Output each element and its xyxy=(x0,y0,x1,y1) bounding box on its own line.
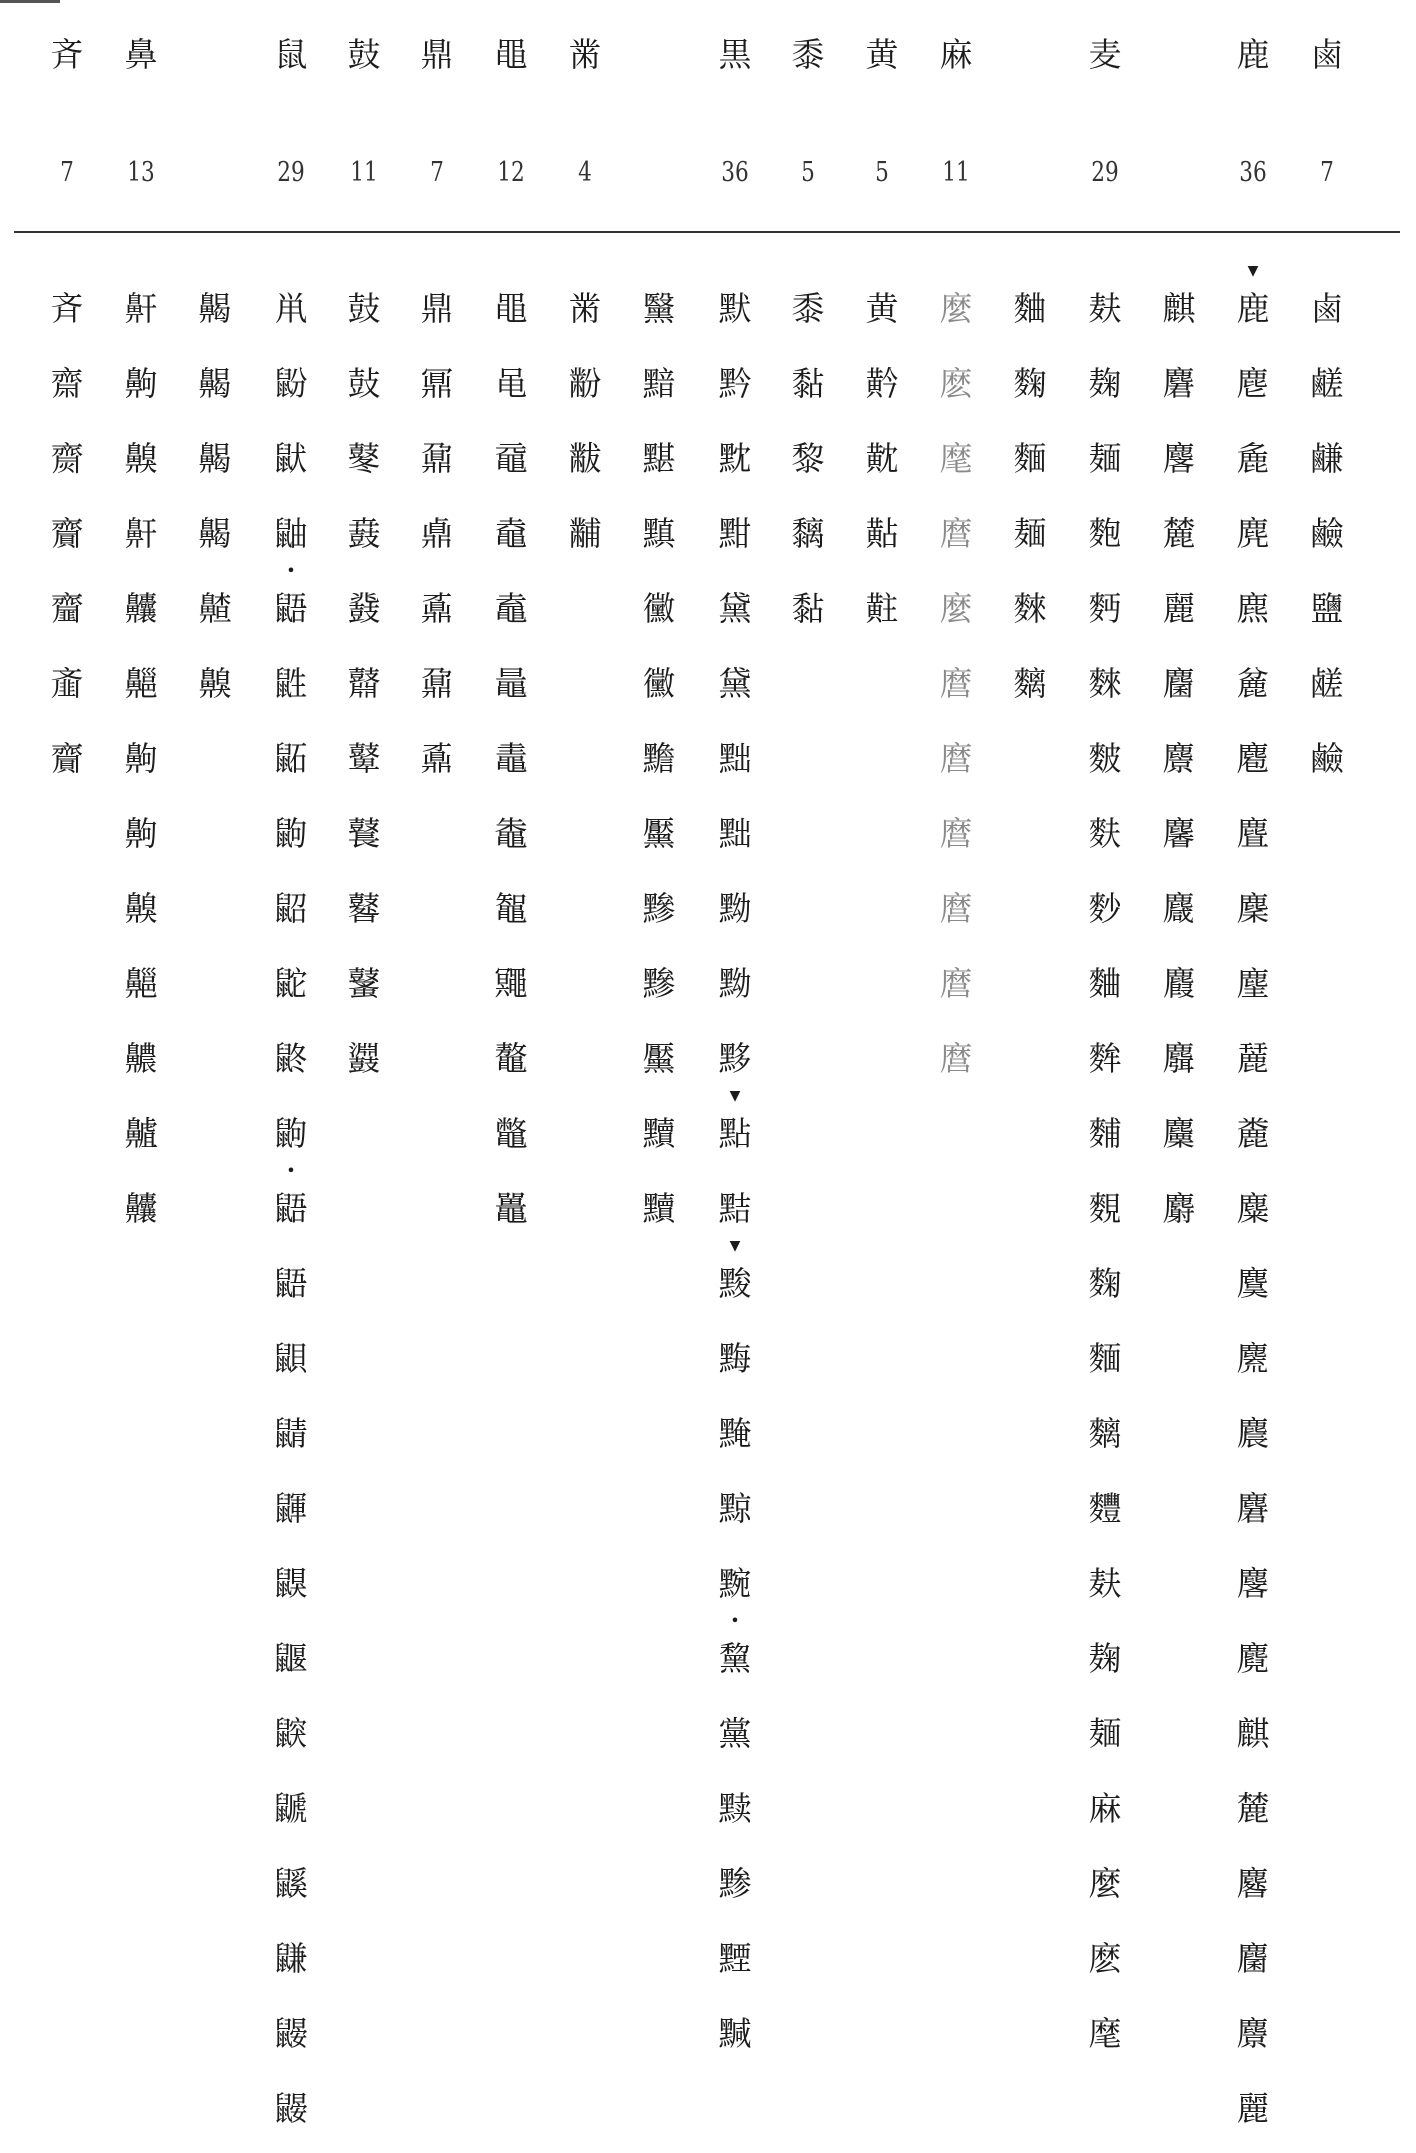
character-column xyxy=(1144,278,1214,1253)
character-entry: 麐 xyxy=(1236,1564,1270,1603)
character-column xyxy=(773,278,843,653)
character-entry: 黷 xyxy=(642,1189,676,1228)
character-entry: 黄 xyxy=(865,289,899,328)
character-entry: 麅 xyxy=(1236,739,1270,778)
character-entry: 鹵 xyxy=(1310,289,1344,328)
character-entry: 鼖 xyxy=(347,514,381,553)
character-entry: 鼙 xyxy=(347,739,381,778)
character-entry: 麄 xyxy=(1236,664,1270,703)
character-entry: 麒 xyxy=(1236,1714,1270,1753)
character-entry: 麭 xyxy=(1088,514,1122,553)
character-entry: 麂 xyxy=(1236,514,1270,553)
character-entry: 麈 xyxy=(1236,964,1270,1003)
stroke-count: 12 xyxy=(497,157,525,188)
character-entry: 鼧 xyxy=(274,964,308,1003)
character-entry: 麗 xyxy=(1162,589,1196,628)
stroke-count: 7 xyxy=(1320,157,1334,188)
character-entry: • 鼯 xyxy=(256,1178,326,1253)
character-entry: 麇 xyxy=(1236,889,1270,928)
character-entry: 黴 xyxy=(642,589,676,628)
character-entry: 齉 xyxy=(124,1189,158,1228)
character-column xyxy=(32,278,102,803)
character-entry: 黛 xyxy=(718,664,752,703)
character-entry: 麳 xyxy=(1013,589,1047,628)
character-entry: 鼾 xyxy=(124,514,158,553)
character-column xyxy=(256,278,326,2153)
radical-header: 鹵 xyxy=(1310,35,1344,74)
character-entry: ▼ 黢 xyxy=(700,1253,770,1328)
character-entry: 麑 xyxy=(1236,1639,1270,1678)
character-entry: 麹 xyxy=(1088,1639,1122,1678)
character-column xyxy=(1218,278,1288,2153)
character-entry: 黜 xyxy=(718,814,752,853)
character-entry: 黴 xyxy=(642,664,676,703)
character-entry: 黇 xyxy=(865,514,899,553)
character-entry: 麽 xyxy=(1088,1939,1122,1978)
stroke-count: 7 xyxy=(430,157,444,188)
character-entry: 麸 xyxy=(1088,1564,1122,1603)
character-entry: 齁 xyxy=(124,814,158,853)
character-entry: 麏 xyxy=(1236,1489,1270,1528)
character-entry: 齉 xyxy=(124,589,158,628)
character-entry: 鼝 xyxy=(347,1039,381,1078)
character-entry: 鼴 xyxy=(274,1639,308,1678)
character-entry: 鹺 xyxy=(1310,364,1344,403)
character-column xyxy=(921,278,991,1103)
character-entry: 鼆 xyxy=(494,964,528,1003)
character-entry: 齎 xyxy=(50,514,84,553)
stroke-count: 4 xyxy=(578,157,592,188)
character-entry: 鼂 xyxy=(494,664,528,703)
character-entry: 齅 xyxy=(124,439,158,478)
character-entry: 麶 xyxy=(1013,664,1047,703)
character-entry: 鼯 xyxy=(274,1264,308,1303)
character-entry: 麿 xyxy=(939,514,973,553)
character-entry: 黬 xyxy=(718,2014,752,2053)
character-entry: 黕 xyxy=(718,439,752,478)
character-entry: 麀 xyxy=(1236,364,1270,403)
character-entry: 鼰 xyxy=(274,1339,308,1378)
character-entry: 麍 xyxy=(1236,1339,1270,1378)
character-entry: 麴 xyxy=(1088,1264,1122,1303)
character-column xyxy=(995,278,1065,728)
character-column xyxy=(476,278,546,1253)
character-entry: 鼳 xyxy=(274,1564,308,1603)
character-entry: 鼷 xyxy=(274,1864,308,1903)
character-entry: 黔 xyxy=(718,364,752,403)
character-entry: 鼈 xyxy=(494,1114,528,1153)
stroke-count: 29 xyxy=(1091,157,1119,188)
character-entry: 鹼 xyxy=(1310,514,1344,553)
character-entry: ▼ 鹿 xyxy=(1218,278,1288,353)
character-entry: 麏 xyxy=(1162,364,1196,403)
character-entry: 黠 xyxy=(718,1189,752,1228)
character-entry: 鼦 xyxy=(274,889,308,928)
character-entry: 黦 xyxy=(718,1564,752,1603)
character-entry: 齋 xyxy=(50,364,84,403)
character-entry: 齏 xyxy=(50,589,84,628)
character-entry: 齈 xyxy=(124,1039,158,1078)
radical-header: 麻 xyxy=(939,35,973,74)
character-column xyxy=(700,278,770,2078)
character-entry: 麃 xyxy=(1236,589,1270,628)
character-entry: 麜 xyxy=(1162,1114,1196,1153)
character-entry: 麾 xyxy=(939,439,973,478)
character-entry: 麽 xyxy=(939,364,973,403)
character-entry: 鼘 xyxy=(347,664,381,703)
character-entry: 麁 xyxy=(1236,439,1270,478)
character-column xyxy=(180,278,250,728)
character-entry: 黶 xyxy=(642,814,676,853)
radical-header-row xyxy=(0,30,1416,80)
character-entry: 黷 xyxy=(642,1114,676,1153)
character-entry: 鼑 xyxy=(420,514,454,553)
character-entry: 鼒 xyxy=(420,739,454,778)
character-entry: 麪 xyxy=(1088,589,1122,628)
character-entry: 鼃 xyxy=(494,739,528,778)
character-entry: 齁 xyxy=(124,364,158,403)
character-entry: 鼄 xyxy=(494,814,528,853)
radical-header: 黽 xyxy=(494,35,528,74)
character-entry: 黏 xyxy=(791,364,825,403)
character-entry: 麳 xyxy=(1088,664,1122,703)
character-entry: 鼩 xyxy=(274,1114,308,1153)
character-entry: 黎 xyxy=(791,439,825,478)
character-entry: 黈 xyxy=(865,589,899,628)
character-entry: 鼛 xyxy=(347,889,381,928)
character-entry: 麩 xyxy=(1088,814,1122,853)
radical-header: 鹿 xyxy=(1236,35,1270,74)
character-entry: 黝 xyxy=(718,964,752,1003)
character-entry: 鼅 xyxy=(494,889,528,928)
character-entry: 麕 xyxy=(1236,1939,1270,1978)
character-entry: 鼣 xyxy=(274,439,308,478)
character-entry: 麋 xyxy=(1236,1189,1270,1228)
character-entry: 齄 xyxy=(198,589,232,628)
character-entry: 黽 xyxy=(494,289,528,328)
character-entry: 麆 xyxy=(1236,814,1270,853)
character-entry: 鼐 xyxy=(420,439,454,478)
radical-header: 黹 xyxy=(568,35,602,74)
character-entry: 黮 xyxy=(642,439,676,478)
character-entry: 麗 xyxy=(1236,2089,1270,2128)
character-entry: 黍 xyxy=(791,289,825,328)
character-entry: 黩 xyxy=(718,1789,752,1828)
character-entry: 麼 xyxy=(1088,1864,1122,1903)
character-entry: 黥 xyxy=(718,1489,752,1528)
character-entry: 黛 xyxy=(718,589,752,628)
character-column xyxy=(624,278,694,1253)
character-entry: 麰 xyxy=(1088,1039,1122,1078)
character-entry: 麖 xyxy=(1236,2014,1270,2053)
stroke-count: 7 xyxy=(60,157,74,188)
character-entry: 黨 xyxy=(718,1714,752,1753)
character-entry: 黤 xyxy=(718,1414,752,1453)
stroke-count: 36 xyxy=(1239,157,1267,188)
character-entry: 麯 xyxy=(1088,964,1122,1003)
character-entry: 黻 xyxy=(568,439,602,478)
character-entry: 鼶 xyxy=(274,1789,308,1828)
character-entry: 黳 xyxy=(642,289,676,328)
stroke-count: 11 xyxy=(942,157,970,188)
character-entry: 麵 xyxy=(1013,439,1047,478)
character-entry: 鼁 xyxy=(494,589,528,628)
character-entry: 麺 xyxy=(1088,1714,1122,1753)
character-entry: 鼢 xyxy=(274,364,308,403)
character-entry: ▼ 點 xyxy=(700,1103,770,1178)
character-entry: 齇 xyxy=(124,1114,158,1153)
character-entry: 麿 xyxy=(939,739,973,778)
stroke-count: 13 xyxy=(127,157,155,188)
character-column xyxy=(1070,278,1140,2078)
character-entry: 齑 xyxy=(50,664,84,703)
character-entry: 鼚 xyxy=(347,814,381,853)
radical-header: 麦 xyxy=(1088,35,1122,74)
character-entry: 麿 xyxy=(939,814,973,853)
character-entry: 鼏 xyxy=(420,364,454,403)
character-entry: 黲 xyxy=(642,889,676,928)
character-entry: 齃 xyxy=(198,439,232,478)
character-entry: 鼎 xyxy=(420,289,454,328)
character-entry: 鼉 xyxy=(494,1189,528,1228)
character-entry: 黐 xyxy=(791,514,825,553)
character-entry: 黟 xyxy=(718,1039,752,1078)
character-entry: 黰 xyxy=(642,514,676,553)
character-entry: 鹾 xyxy=(1310,664,1344,703)
character-entry: 齆 xyxy=(124,664,158,703)
character-entry: 麸 xyxy=(1088,289,1122,328)
character-entry: 鹻 xyxy=(1310,439,1344,478)
character-entry: 黏 xyxy=(791,589,825,628)
header-rule xyxy=(14,231,1400,233)
character-entry: 齃 xyxy=(198,364,232,403)
stroke-count: 29 xyxy=(277,157,305,188)
character-entry: 麾 xyxy=(1088,2014,1122,2053)
character-column xyxy=(329,278,399,1103)
character-entry: 鼓 xyxy=(347,289,381,328)
character-entry: 鼜 xyxy=(347,964,381,1003)
character-entry: 鼾 xyxy=(124,289,158,328)
character-entry: 麱 xyxy=(1088,1114,1122,1153)
character-entry: 鼬 xyxy=(274,514,308,553)
character-entry: 鼪 xyxy=(274,664,308,703)
character-entry: 鼹 xyxy=(274,2089,308,2128)
character-entry: 麯 xyxy=(1013,289,1047,328)
character-entry: 麷 xyxy=(1088,1489,1122,1528)
character-entry: 麶 xyxy=(1088,1414,1122,1453)
radical-header: 黄 xyxy=(865,35,899,74)
character-entry: 鼩 xyxy=(274,814,308,853)
character-entry: 黿 xyxy=(494,439,528,478)
character-entry: 鼱 xyxy=(274,1414,308,1453)
character-entry: 麻 xyxy=(1088,1789,1122,1828)
character-entry: 鼸 xyxy=(274,1939,308,1978)
character-entry: 黶 xyxy=(642,1039,676,1078)
character-entry: 麝 xyxy=(1162,1189,1196,1228)
top-edge-strip xyxy=(0,0,60,3)
stroke-count: 11 xyxy=(350,157,378,188)
character-entry: 齎 xyxy=(50,739,84,778)
character-entry: • 鼯 xyxy=(256,578,326,653)
character-entry: 麵 xyxy=(1088,1339,1122,1378)
character-entry: 黪 xyxy=(718,1864,752,1903)
character-entry: 鼔 xyxy=(347,364,381,403)
character-entry: 麛 xyxy=(1162,1039,1196,1078)
character-entry: 黅 xyxy=(865,364,899,403)
radical-header: 斉 xyxy=(50,35,84,74)
character-entry: 鼨 xyxy=(274,1039,308,1078)
character-entry: 麉 xyxy=(1236,1039,1270,1078)
character-entry: 齃 xyxy=(198,514,232,553)
character-entry: 鼒 xyxy=(420,589,454,628)
character-entry: 黜 xyxy=(718,739,752,778)
character-entry: 黾 xyxy=(494,364,528,403)
character-entry: 麙 xyxy=(1162,889,1196,928)
character-entry: 鼐 xyxy=(420,664,454,703)
character-entry: 麿 xyxy=(939,964,973,1003)
character-entry: 麎 xyxy=(1236,1414,1270,1453)
character-entry: 鹼 xyxy=(1310,739,1344,778)
character-column xyxy=(847,278,917,653)
character-entry: 齃 xyxy=(198,289,232,328)
character-entry: 黆 xyxy=(865,439,899,478)
character-entry: 黫 xyxy=(718,1939,752,1978)
character-entry: 麨 xyxy=(1088,889,1122,928)
character-entry: 鼲 xyxy=(274,1489,308,1528)
character-entry: 黲 xyxy=(642,964,676,1003)
character-column xyxy=(402,278,472,803)
character-entry: 麺 xyxy=(1013,514,1047,553)
character-entry: 鼹 xyxy=(274,2014,308,2053)
character-entry: 黹 xyxy=(568,289,602,328)
character-entry: 鹽 xyxy=(1310,589,1344,628)
character-entry: 黵 xyxy=(642,739,676,778)
character-entry: 麊 xyxy=(1236,1114,1270,1153)
character-entry: 黝 xyxy=(718,889,752,928)
character-entry: 黺 xyxy=(568,364,602,403)
character-entry: 麘 xyxy=(1162,814,1196,853)
character-entry: 麖 xyxy=(1162,739,1196,778)
character-entry: 麲 xyxy=(1088,1189,1122,1228)
character-entry: 麿 xyxy=(939,664,973,703)
character-entry: 鼡 xyxy=(274,289,308,328)
character-entry: 麚 xyxy=(1162,964,1196,1003)
character-entry: 齅 xyxy=(124,889,158,928)
character-entry: 麔 xyxy=(1236,1864,1270,1903)
character-entry: 黯 xyxy=(642,364,676,403)
character-entry: 鼫 xyxy=(274,739,308,778)
character-entry: 齅 xyxy=(198,664,232,703)
stroke-count: 5 xyxy=(801,157,815,188)
stroke-count: 36 xyxy=(721,157,749,188)
character-entry: 麌 xyxy=(1236,1264,1270,1303)
character-entry: 麿 xyxy=(939,889,973,928)
character-entry: 齆 xyxy=(124,964,158,1003)
character-entry: 斉 xyxy=(50,289,84,328)
character-entry: 麹 xyxy=(1088,364,1122,403)
character-entry: 麬 xyxy=(1088,739,1122,778)
character-entry: 麓 xyxy=(1236,1789,1270,1828)
stroke-count-row xyxy=(0,148,1416,198)
character-entry: 麐 xyxy=(1162,439,1196,478)
character-entry: 麼 xyxy=(939,289,973,328)
radical-header: 黍 xyxy=(791,35,825,74)
character-entry: 鼵 xyxy=(274,1714,308,1753)
radical-header: 鼻 xyxy=(124,35,158,74)
character-entry: • 黧 xyxy=(700,1628,770,1703)
character-entry: 黼 xyxy=(568,514,602,553)
character-entry: 麴 xyxy=(1013,364,1047,403)
character-entry: 麿 xyxy=(939,1039,973,1078)
character-entry: 鼇 xyxy=(494,1039,528,1078)
character-entry: 默 xyxy=(718,289,752,328)
radical-header: 鼠 xyxy=(274,35,308,74)
character-entry: 齁 xyxy=(124,739,158,778)
radical-header: 鼎 xyxy=(420,35,454,74)
character-entry: 鼀 xyxy=(494,514,528,553)
character-entry: 麕 xyxy=(1162,664,1196,703)
character-entry: 鼗 xyxy=(347,589,381,628)
radical-header: 黒 xyxy=(718,35,752,74)
character-column xyxy=(550,278,620,578)
character-entry: 齌 xyxy=(50,439,84,478)
character-entry: 麓 xyxy=(1162,514,1196,553)
character-column xyxy=(1292,278,1362,803)
character-entry: 麺 xyxy=(1088,439,1122,478)
character-entry: 黚 xyxy=(718,514,752,553)
character-entry: 鼕 xyxy=(347,439,381,478)
radical-header: 鼓 xyxy=(347,35,381,74)
stroke-count: 5 xyxy=(875,157,889,188)
character-entry: 麒 xyxy=(1162,289,1196,328)
character-entry: 黣 xyxy=(718,1339,752,1378)
character-column xyxy=(106,278,176,1253)
character-entry: 麼 xyxy=(939,589,973,628)
